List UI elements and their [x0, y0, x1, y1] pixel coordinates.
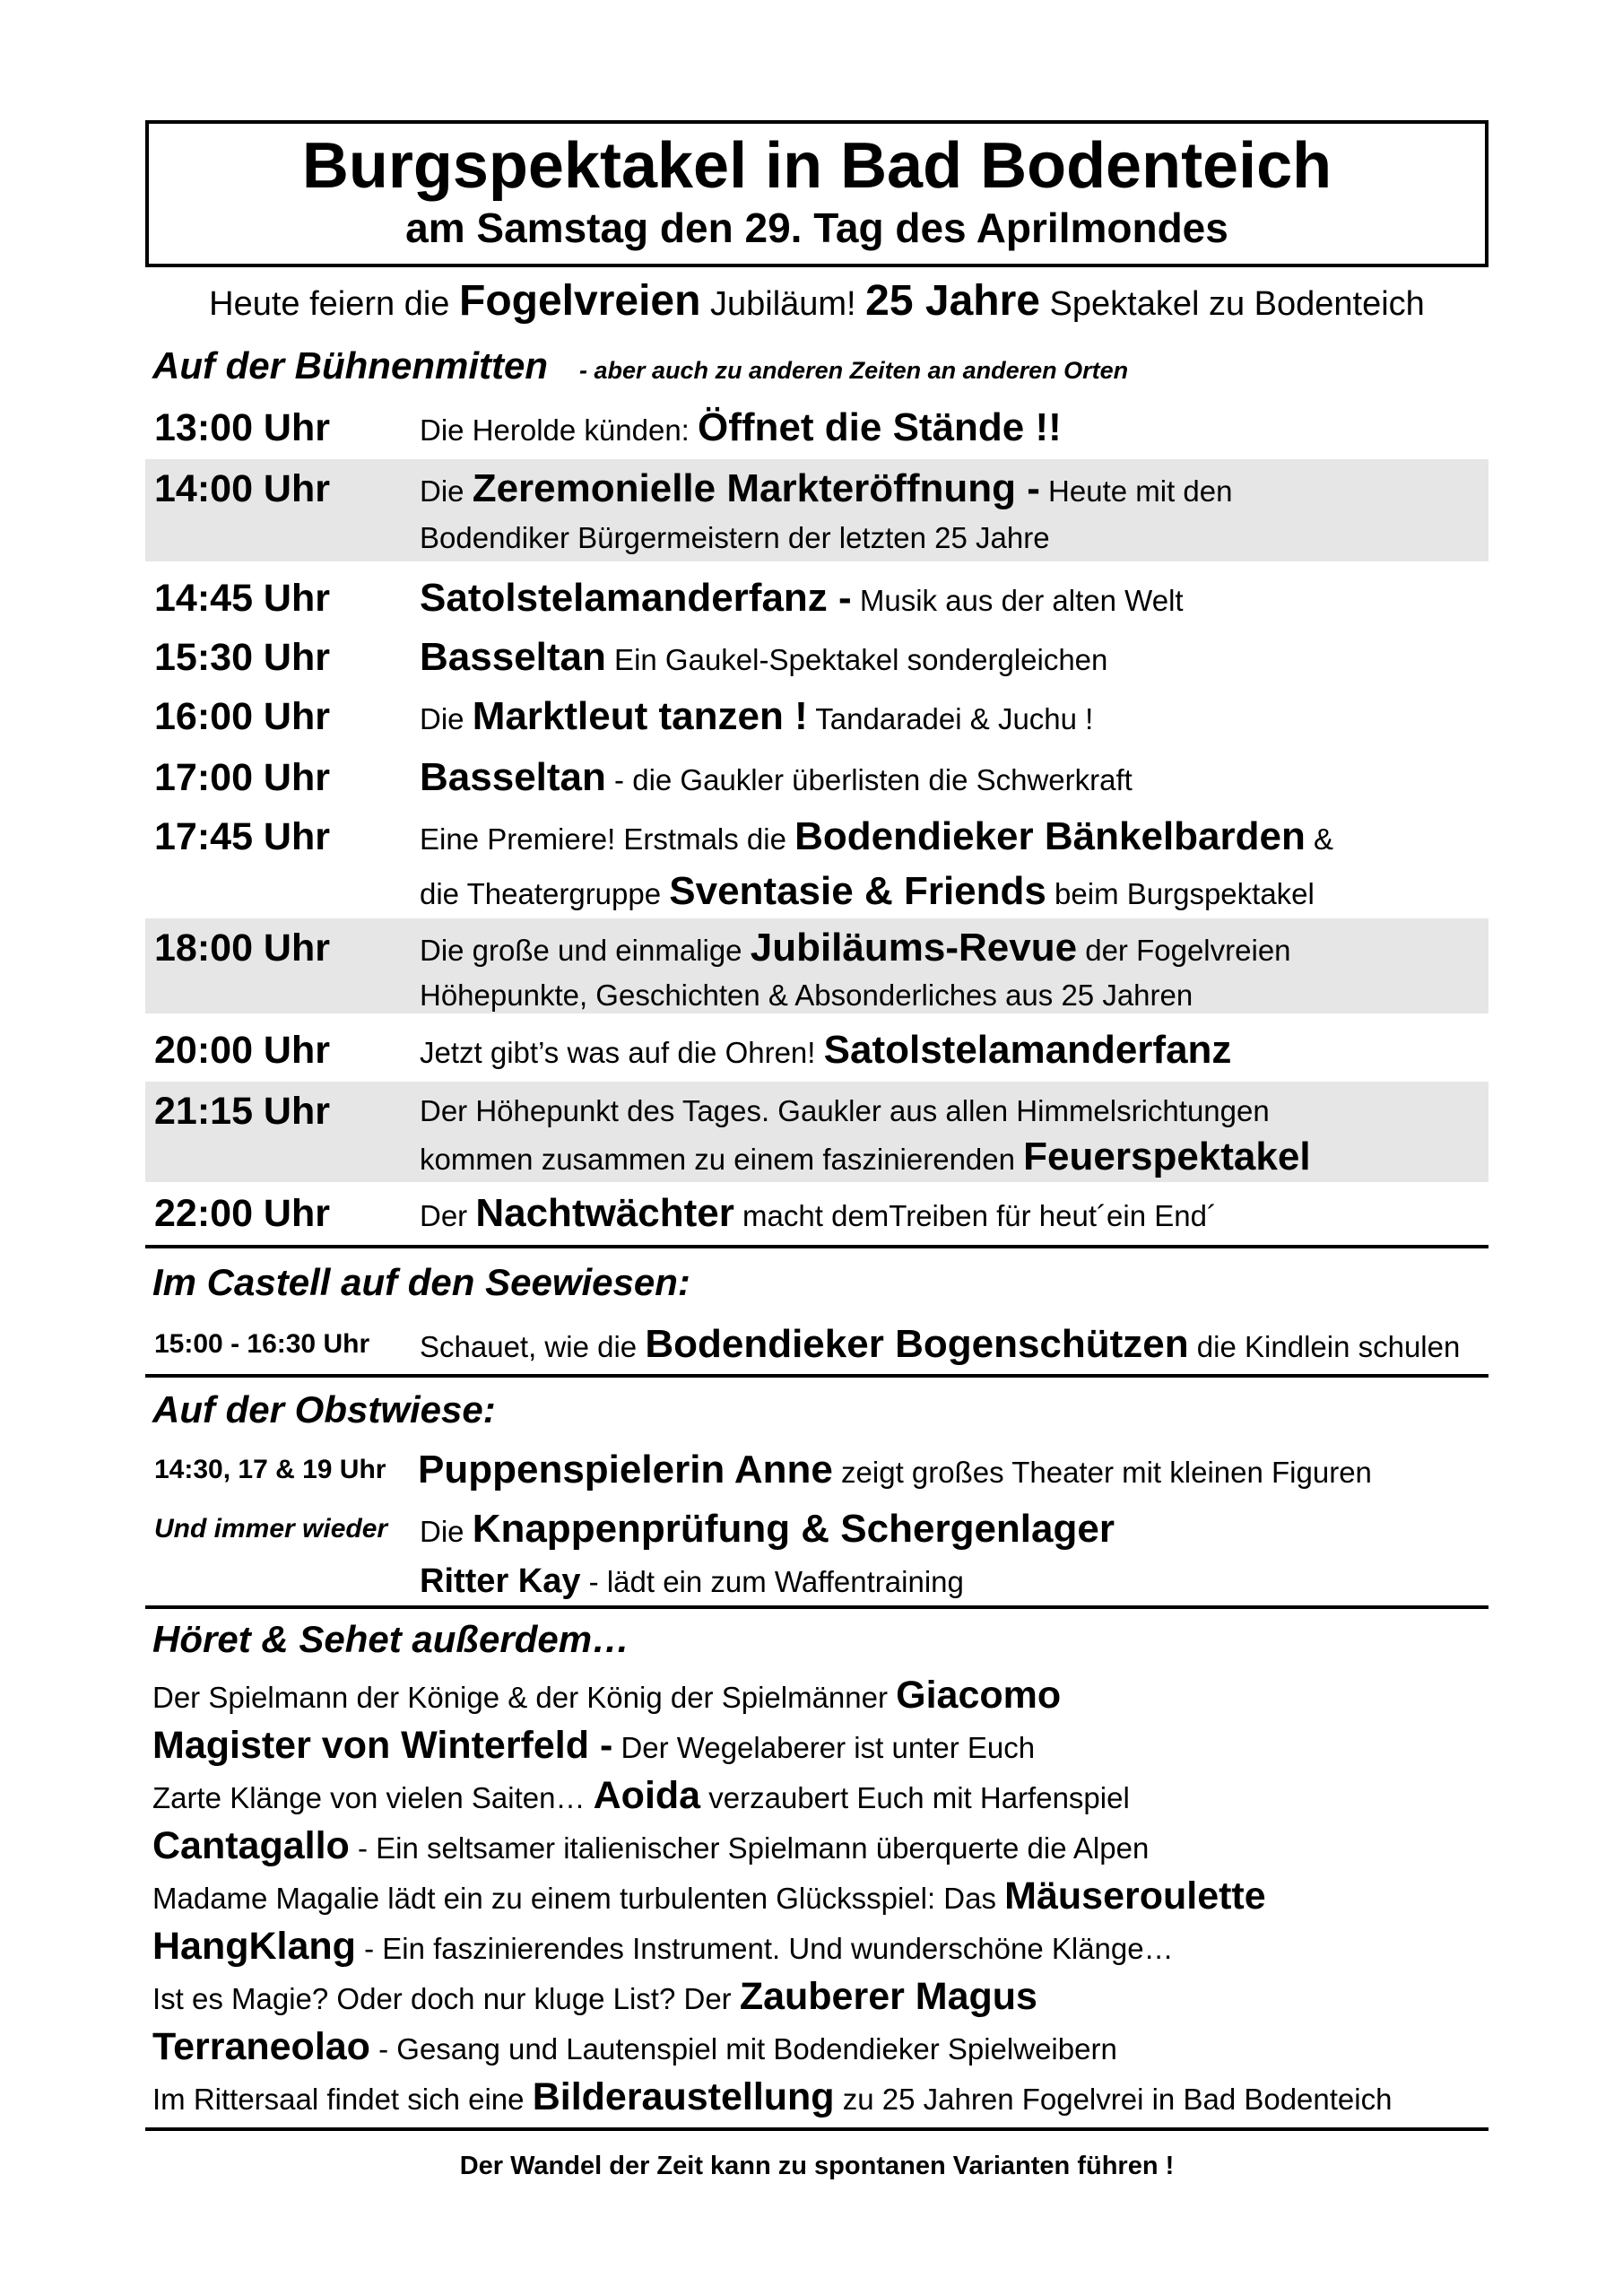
- desc-highlight: Puppenspielerin Anne: [418, 1448, 833, 1492]
- schedule-desc: [420, 687, 1093, 746]
- line-text: Ist es Magie? Oder doch nur kluge List? Der: [152, 1982, 740, 2015]
- desc-text: Höhepunkte, Geschichten & Absonderliches aus 25 Jahren: [420, 978, 1193, 1012]
- section-title: Auf der Bühnenmitten: [152, 344, 548, 387]
- schedule-row: [145, 748, 1488, 807]
- desc-text: Bodendiker Bürgermeistern der letzten 25 Jahre: [420, 521, 1050, 554]
- desc-highlight: Zeremonielle Markteröffnung -: [472, 466, 1040, 510]
- extra-line: [152, 1971, 1037, 2024]
- desc-text: beim Burgspektakel: [1046, 877, 1315, 910]
- line-highlight: Cantagallo: [152, 1824, 350, 1867]
- line-highlight: Magister von Winterfeld -: [152, 1724, 613, 1767]
- schedule-row: [145, 569, 1488, 628]
- line-text: - Ein faszinierendes Instrument. Und wunderschöne Klänge…: [355, 1932, 1174, 1965]
- schedule-desc: [420, 918, 1291, 1013]
- schedule-desc: [418, 1440, 1372, 1500]
- desc-text: die Theatergruppe: [420, 877, 670, 910]
- section-heading: [152, 1385, 496, 1435]
- line-text: zu 25 Jahren Fogelvrei in Bad Bodenteich: [834, 2083, 1393, 2116]
- desc-text: Jetzt gibt’s was auf die Ohren!: [420, 1036, 824, 1069]
- schedule-row: [145, 1440, 1488, 1500]
- line-text: Der Wegelaberer ist unter Euch: [612, 1731, 1036, 1764]
- extra-line: [152, 1670, 1061, 1723]
- line-text: Zarte Klänge von vielen Saiten…: [152, 1781, 594, 1814]
- section-heading: [152, 1614, 629, 1665]
- schedule-time: 17:00 Uhr: [154, 756, 330, 799]
- schedule-desc: [420, 1021, 1231, 1080]
- desc-text: - die Gaukler überlisten die Schwerkraft: [605, 763, 1133, 796]
- schedule-desc: [420, 1184, 1217, 1243]
- page-subtitle: am Samstag den 29. Tag des Aprilmondes: [405, 204, 1228, 251]
- schedule-time: Und immer wieder: [154, 1514, 388, 1544]
- divider: [145, 1374, 1488, 1378]
- desc-highlight: Feuerspektakel: [1023, 1135, 1311, 1178]
- line-highlight: Aoida: [593, 1774, 701, 1817]
- line-highlight: Mäuseroulette: [1004, 1874, 1266, 1918]
- desc-text: Die: [420, 1515, 473, 1548]
- desc-highlight: Ritter Kay: [420, 1562, 581, 1600]
- desc-highlight: Nachtwächter: [475, 1191, 734, 1235]
- schedule-time: 15:00 - 16:30 Uhr: [154, 1329, 370, 1359]
- intro-text: Spektakel zu Bodenteich: [1039, 285, 1425, 323]
- desc-text: kommen zusammen zu einem faszinierenden: [420, 1143, 1024, 1176]
- schedule-time: 14:30, 17 & 19 Uhr: [154, 1455, 386, 1484]
- schedule-time: 22:00 Uhr: [154, 1192, 330, 1235]
- desc-text: Musik aus der alten Welt: [851, 584, 1184, 617]
- desc-highlight: Satolstelamanderfanz: [823, 1028, 1232, 1072]
- section-heading: [152, 341, 1128, 396]
- desc-highlight: Marktleut tanzen !: [472, 694, 808, 738]
- line-text: verzaubert Euch mit Harfenspiel: [700, 1781, 1130, 1814]
- line-text: Madame Magalie lädt ein zu einem turbulenten Glücksspiel: Das: [152, 1882, 1005, 1915]
- schedule-time: 18:00 Uhr: [154, 926, 330, 970]
- intro-highlight: 25 Jahre: [865, 277, 1040, 325]
- extra-line: [152, 1821, 1149, 1874]
- desc-highlight: Satolstelamanderfanz -: [420, 576, 852, 620]
- desc-text: Die große und einmalige: [420, 934, 751, 967]
- schedule-row: [145, 1082, 1488, 1182]
- divider: [145, 1605, 1488, 1609]
- section-title: Auf der Obstwiese:: [152, 1388, 496, 1431]
- schedule-row: [145, 1021, 1488, 1080]
- page-title: Burgspektakel in Bad Bodenteich: [301, 130, 1332, 202]
- schedule-row: [145, 1500, 1488, 1604]
- extra-line: [152, 1871, 1266, 1924]
- schedule-desc: [420, 628, 1107, 687]
- schedule-time: 14:45 Uhr: [154, 577, 330, 620]
- schedule-row: [145, 1315, 1488, 1374]
- line-text: Im Rittersaal findet sich eine: [152, 2083, 533, 2116]
- line-highlight: Bilderaustellung: [532, 2075, 835, 2118]
- schedule-time: 21:15 Uhr: [154, 1090, 330, 1133]
- desc-text: der Fogelvreien: [1077, 934, 1291, 967]
- extra-line: [152, 1720, 1035, 1773]
- desc-highlight: Sventasie & Friends: [669, 869, 1046, 913]
- schedule-desc: [420, 1500, 1115, 1604]
- schedule-desc: [420, 807, 1333, 917]
- desc-highlight: Öffnet die Stände !!: [698, 405, 1062, 449]
- line-text: - Ein seltsamer italienischer Spielmann überquerte die Alpen: [349, 1831, 1150, 1865]
- section-note: - aber auch zu anderen Zeiten an anderen Orten: [579, 357, 1129, 384]
- schedule-desc: [420, 569, 1184, 628]
- schedule-row: [145, 807, 1488, 917]
- section-title: Höret & Sehet außerdem…: [152, 1618, 630, 1660]
- desc-text: zeigt großes Theater mit kleinen Figuren: [832, 1456, 1372, 1489]
- schedule-time: 15:30 Uhr: [154, 636, 330, 679]
- desc-text: - lädt ein zum Waffentraining: [580, 1565, 964, 1598]
- desc-text: Eine Premiere! Erstmals die: [420, 822, 795, 856]
- schedule-desc: [420, 1315, 1460, 1374]
- desc-text: Der: [420, 1199, 476, 1232]
- schedule-desc: [420, 459, 1233, 558]
- footer-note: Der Wandel der Zeit kann zu spontanen Varianten führen !: [459, 2152, 1175, 2180]
- intro-text: Jubiläum!: [700, 285, 866, 323]
- schedule-time: 16:00 Uhr: [154, 695, 330, 738]
- divider: [145, 1245, 1488, 1248]
- desc-highlight: Bodendieker Bänkelbarden: [794, 814, 1306, 858]
- desc-text: Tandaradei & Juchu !: [807, 702, 1094, 735]
- desc-text: Die Herolde künden:: [420, 413, 699, 447]
- schedule-desc: [420, 398, 1062, 457]
- schedule-time: 17:45 Uhr: [154, 815, 330, 858]
- line-text: - Gesang und Lautenspiel mit Bodendieker Spielweibern: [369, 2032, 1117, 2066]
- desc-text: Heute mit den: [1039, 474, 1233, 508]
- schedule-row: [145, 628, 1488, 687]
- schedule-time: 14:00 Uhr: [154, 467, 330, 510]
- desc-text: Schauet, wie die: [420, 1330, 646, 1363]
- desc-highlight: Jubiläums-Revue: [750, 926, 1078, 970]
- title-box: [145, 120, 1488, 267]
- extra-line: [152, 2022, 1117, 2074]
- extra-line: [152, 2072, 1392, 2125]
- schedule-row: [145, 918, 1488, 1013]
- desc-highlight: Basseltan: [420, 755, 606, 799]
- schedule-time: 13:00 Uhr: [154, 406, 330, 449]
- line-highlight: Terraneolao: [152, 2025, 370, 2068]
- desc-text: Die: [420, 702, 473, 735]
- intro-text: Heute feiern die: [209, 285, 459, 323]
- schedule-row: [145, 687, 1488, 746]
- desc-text: Ein Gaukel-Spektakel sondergleichen: [605, 643, 1108, 676]
- desc-highlight: Bodendieker Bogenschützen: [645, 1322, 1189, 1366]
- desc-text: macht demTreiben für heut´ein End´: [733, 1199, 1217, 1232]
- desc-text: Die: [420, 474, 473, 508]
- section-heading: [152, 1257, 690, 1308]
- line-text: Der Spielmann der Könige & der König der Spielmänner: [152, 1681, 897, 1714]
- schedule-row: [145, 1184, 1488, 1243]
- desc-text: Der Höhepunkt des Tages. Gaukler aus allen Himmelsrichtungen: [420, 1094, 1270, 1127]
- schedule-row: [145, 398, 1488, 457]
- schedule-row: [145, 459, 1488, 561]
- schedule-desc: [420, 748, 1133, 807]
- desc-highlight: Knappenprüfung & Schergenlager: [472, 1507, 1115, 1551]
- schedule-desc: [420, 1082, 1311, 1182]
- line-highlight: HangKlang: [152, 1925, 356, 1968]
- desc-highlight: Basseltan: [420, 635, 606, 679]
- extra-line: [152, 1770, 1130, 1823]
- line-highlight: Zauberer Magus: [739, 1975, 1037, 2018]
- intro-line: [145, 274, 1488, 331]
- intro-highlight: Fogelvreien: [459, 277, 701, 325]
- divider: [145, 2127, 1488, 2131]
- section-title: Im Castell auf den Seewiesen:: [152, 1261, 690, 1303]
- line-highlight: Giacomo: [896, 1674, 1062, 1717]
- schedule-time: 20:00 Uhr: [154, 1029, 330, 1072]
- desc-text: &: [1305, 822, 1334, 856]
- desc-text: die Kindlein schulen: [1188, 1330, 1461, 1363]
- extra-line: [152, 1921, 1174, 1974]
